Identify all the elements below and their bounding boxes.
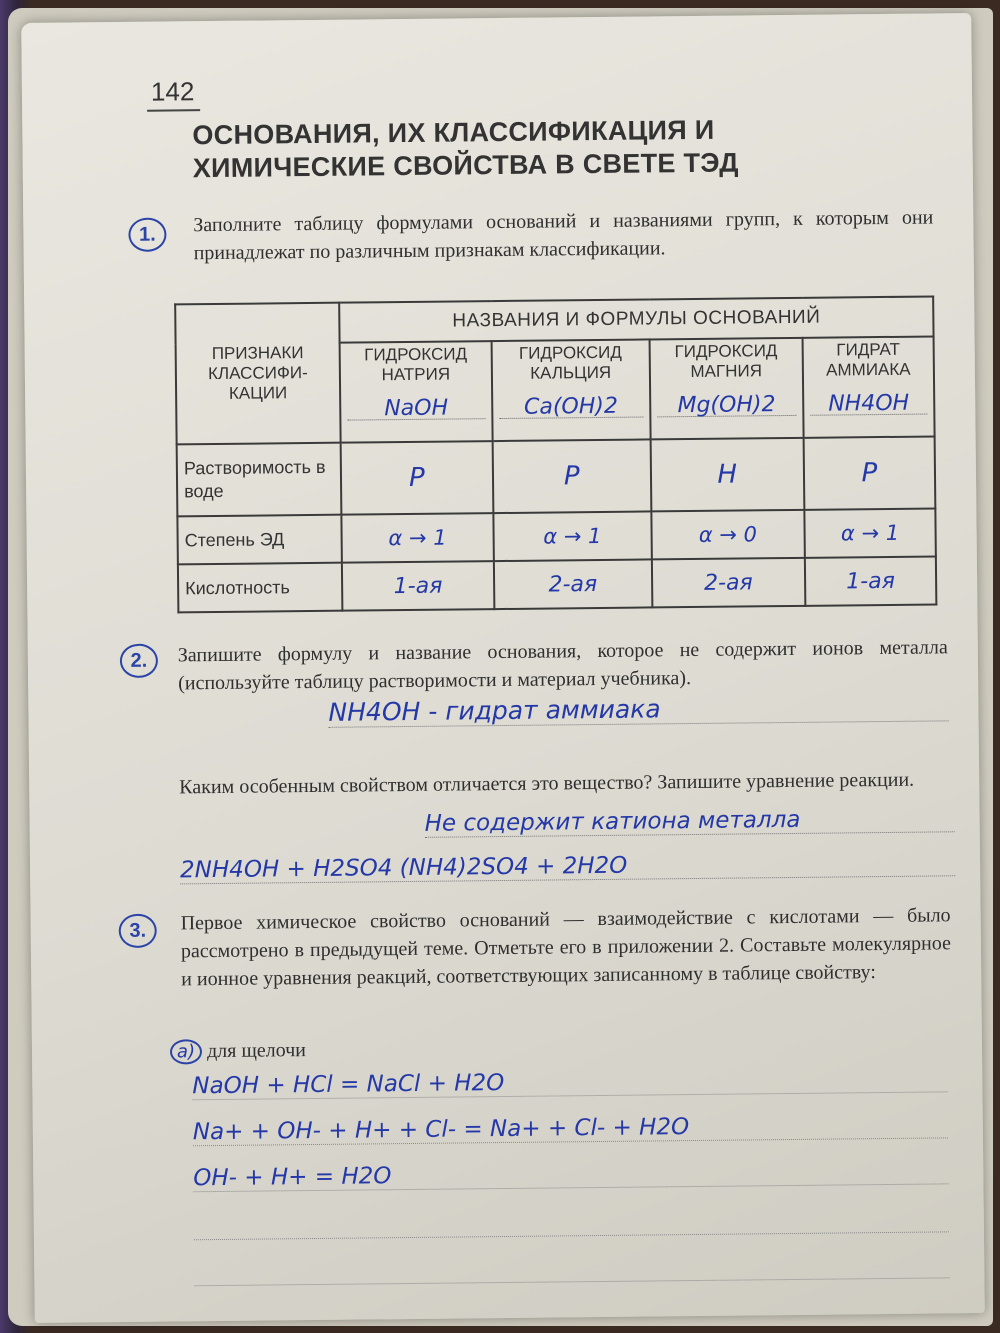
equation-line: Na+ + OH- + H+ + Cl- = Na+ + Cl- + H2O — [193, 1111, 948, 1146]
table-row — [177, 508, 935, 564]
table-cell: Р — [341, 441, 494, 515]
column-formula: NH4OH — [810, 394, 927, 416]
column-name: ГИДРАТ АММИАКА — [826, 339, 911, 380]
column-formula: NaOH — [347, 398, 485, 420]
row-label: Растворимость в воде — [177, 443, 342, 517]
table-cell: Р — [492, 439, 651, 513]
task-3-number: 3. — [119, 914, 157, 948]
subitem-label: а) — [170, 1039, 202, 1064]
task-2-question: Каким особенным свойством отличается это вещество? Запишите уравнение реакции. — [179, 768, 915, 799]
row-label: Кислотность — [178, 563, 342, 613]
column-formula: Ca(OH)2 — [499, 397, 643, 420]
table-cell: 1-ая — [805, 556, 937, 605]
task-2-number: 2. — [120, 644, 158, 678]
task-2-text: Запишите формулу и название основания, которое не содержит ионов металла (используйте таблицу растворимости и материал учебника). — [177, 636, 948, 695]
task-1-number: 1. — [128, 218, 166, 252]
task-3-text: Первое химическое свойство оснований — взаимодействие с кислотами — было рассмотрено в предыдущей теме. Отметьте его в приложении 2. Составьте молекулярное и ионное уравнения реакций, соответствующих записанному в таблице свойству: — [180, 904, 952, 991]
task-2-equation: 2NH4OH + H2SO4 (NH4)2SO4 + 2H2O — [180, 849, 955, 884]
table-cell: α → 0 — [651, 510, 805, 560]
task-3-subitem — [170, 1038, 306, 1064]
table-cell: 2-ая — [494, 559, 652, 609]
column-formula: Mg(OH)2 — [657, 395, 796, 417]
equation-line: OH- + H+ = H2O — [193, 1157, 948, 1192]
table-cell: α → 1 — [804, 508, 936, 557]
table-row — [177, 436, 936, 516]
column-name: ГИДРОКСИД НАТРИЯ — [364, 344, 468, 385]
empty-ruled-line — [194, 1203, 949, 1240]
workbook-page — [21, 13, 985, 1323]
table-cell: α → 1 — [493, 511, 651, 561]
empty-ruled-line — [194, 1249, 949, 1286]
table-cell: Н — [650, 438, 804, 512]
subitem-text: для щелочи — [206, 1039, 307, 1063]
classification-table — [174, 295, 937, 613]
column-name: ГИДРОКСИД КАЛЬЦИЯ — [518, 342, 622, 383]
table-row — [178, 556, 936, 612]
task-2-property-answer: Не содержит катиона металла — [424, 805, 954, 838]
page-number: 142 — [147, 76, 201, 112]
page-title: ОСНОВАНИЯ, ИХ КЛАССИФИКАЦИЯ И ХИМИЧЕСКИЕ СВОЙСТВА В СВЕТЕ ТЭД — [192, 114, 739, 184]
column-name: ГИДРОКСИД МАГНИЯ — [674, 341, 778, 382]
table-cell: α → 1 — [341, 513, 493, 563]
table-cell: Р — [804, 436, 936, 509]
row-label: Степень ЭД — [177, 515, 341, 565]
table-cell: 2-ая — [652, 558, 806, 608]
table-cell: 1-ая — [342, 561, 494, 611]
column-header — [340, 341, 493, 443]
column-header — [802, 336, 934, 437]
task-2-answer: NH4OH - гидрат аммиака — [328, 691, 948, 727]
equation-line: NaOH + HCl = NaCl + H2O — [192, 1065, 947, 1100]
column-header — [491, 339, 650, 441]
column-header — [649, 338, 803, 440]
task-1-text: Заполните таблицу формулами оснований и названиями групп, к которым они принадлежат по различным признакам классификации. — [193, 206, 934, 265]
table-corner-header: ПРИЗНАКИ КЛАССИФИ-КАЦИИ — [175, 303, 340, 445]
table-main-header: НАЗВАНИЯ И ФОРМУЛЫ ОСНОВАНИЙ — [339, 296, 933, 342]
